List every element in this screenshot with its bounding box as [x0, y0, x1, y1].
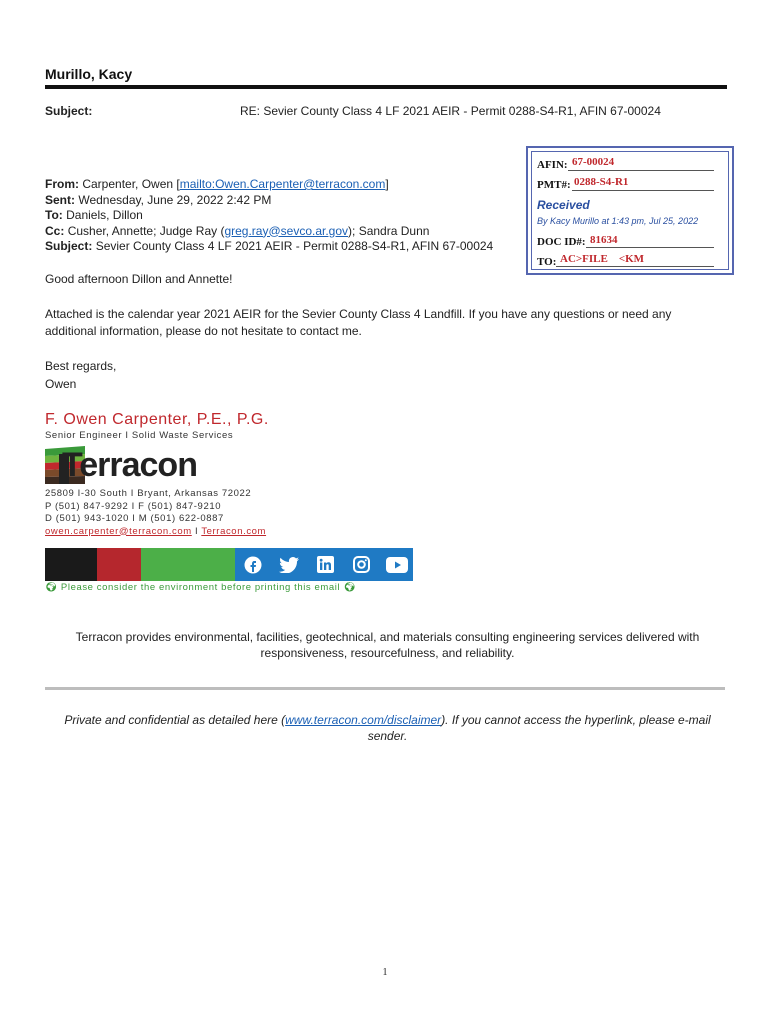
globe-icon: 🌍︎	[343, 582, 357, 593]
environment-note	[45, 582, 356, 593]
to-row	[45, 208, 493, 224]
signature-title: Senior Engineer I Solid Waste Services	[45, 430, 234, 441]
signoff: Owen	[45, 377, 77, 391]
sender-name: Murillo, Kacy	[45, 66, 133, 82]
from-row	[45, 177, 493, 193]
website-link[interactable]: Terracon.com	[201, 525, 267, 537]
from-close: ]	[385, 177, 389, 191]
stamp-afin-line	[568, 170, 714, 171]
company-tagline: Terracon provides environmental, facilities, geotechnical, and materials consulting engineering services delivered with responsiveness, resourcefulness, and reliability.	[75, 630, 700, 660]
email-header	[45, 177, 493, 255]
subject-label: Subject:	[45, 104, 93, 118]
stamp-pmt-value: 0288-S4-R1	[574, 176, 629, 188]
address-line: 25809 I-30 South I Bryant, Arkansas 72022	[45, 488, 252, 499]
cc-row	[45, 224, 493, 240]
direct-line: D (501) 943-1020 I M (501) 622-0887	[45, 513, 224, 524]
stamp-to-value: AC>FILE <KM	[560, 253, 645, 265]
sent-value: Wednesday, June 29, 2022 2:42 PM	[78, 192, 272, 207]
header-rule	[45, 85, 727, 89]
phone-line: P (501) 847-9292 I F (501) 847-9210	[45, 500, 222, 512]
bar-black	[45, 548, 97, 581]
instagram-icon[interactable]	[343, 548, 379, 581]
header-subject-label: Subject:	[45, 239, 93, 253]
greeting: Good afternoon Dillon and Annette!	[45, 272, 233, 286]
stamp-to-line	[556, 266, 714, 267]
stamp-to-label: TO:	[537, 256, 557, 268]
cc-post: ); Sandra Dunn	[348, 223, 430, 238]
privacy-pre: Private and confidential as detailed here (	[64, 713, 286, 727]
sent-row	[45, 193, 493, 209]
stamp-received-by: By Kacy Murillo at 1:43 pm, Jul 25, 2022	[537, 216, 699, 226]
stamp-received: Received	[537, 198, 590, 212]
stamp-doc-label: DOC ID#:	[537, 236, 586, 248]
from-label: From:	[45, 177, 79, 191]
globe-icon: 🌍︎	[45, 582, 58, 593]
stamp-doc-value: 81634	[590, 234, 618, 246]
header-subject-value: Sevier County Class 4 LF 2021 AEIR - Permit 0288-S4-R1, AFIN 67-00024	[95, 239, 494, 253]
signature-name: F. Owen Carpenter, P.E., P.G.	[45, 411, 269, 428]
from-name: Carpenter, Owen [	[82, 177, 180, 191]
to-label: To:	[45, 208, 63, 222]
terracon-logo-text: Terracon	[62, 446, 197, 484]
sent-label: Sent:	[45, 192, 75, 207]
cc-email-link[interactable]: greg.ray@sevco.ar.gov	[224, 223, 349, 238]
cc-pre: Cusher, Annette; Judge Ray (	[67, 223, 225, 238]
receipt-stamp	[526, 146, 734, 275]
linkedin-icon[interactable]	[307, 548, 343, 581]
subject-row	[45, 239, 493, 255]
facebook-icon[interactable]	[235, 548, 271, 581]
subject-value: RE: Sevier County Class 4 LF 2021 AEIR - Permit 0288-S4-R1, AFIN 67-00024	[240, 104, 661, 118]
links-separator: I	[191, 525, 202, 537]
environment-note-text: Please consider the environment before printing this email	[60, 582, 341, 593]
bar-green	[141, 548, 235, 581]
signature-contact	[45, 488, 266, 538]
twitter-icon[interactable]	[271, 548, 307, 581]
stamp-afin-label: AFIN:	[537, 159, 568, 171]
body-paragraph: Attached is the calendar year 2021 AEIR for the Sevier County Class 4 Landfill. If you have any questions or need any additional information, please do not hesitate to contact me.	[45, 307, 672, 338]
cc-label: Cc:	[45, 223, 65, 238]
to-value: Daniels, Dillon	[66, 208, 143, 222]
links-line	[45, 526, 266, 539]
youtube-icon[interactable]	[379, 548, 415, 581]
privacy-post: ). If you cannot access the hyperlink, please e-mail sender.	[367, 713, 711, 743]
page-number: 1	[382, 967, 388, 978]
from-email-link[interactable]: mailto:Owen.Carpenter@terracon.com	[179, 177, 386, 191]
footer-divider	[45, 687, 725, 690]
privacy-notice	[45, 712, 730, 744]
closing: Best regards,	[45, 359, 117, 373]
disclaimer-link[interactable]: www.terracon.com/disclaimer	[285, 713, 442, 727]
bar-red	[97, 548, 141, 581]
stamp-pmt-label: PMT#:	[537, 179, 571, 191]
stamp-pmt-line	[572, 190, 714, 191]
stamp-afin-value: 67-00024	[572, 156, 615, 168]
social-bar	[235, 548, 413, 581]
signature-email-link[interactable]: owen.carpenter@terracon.com	[45, 525, 192, 537]
stamp-doc-line	[586, 247, 714, 248]
